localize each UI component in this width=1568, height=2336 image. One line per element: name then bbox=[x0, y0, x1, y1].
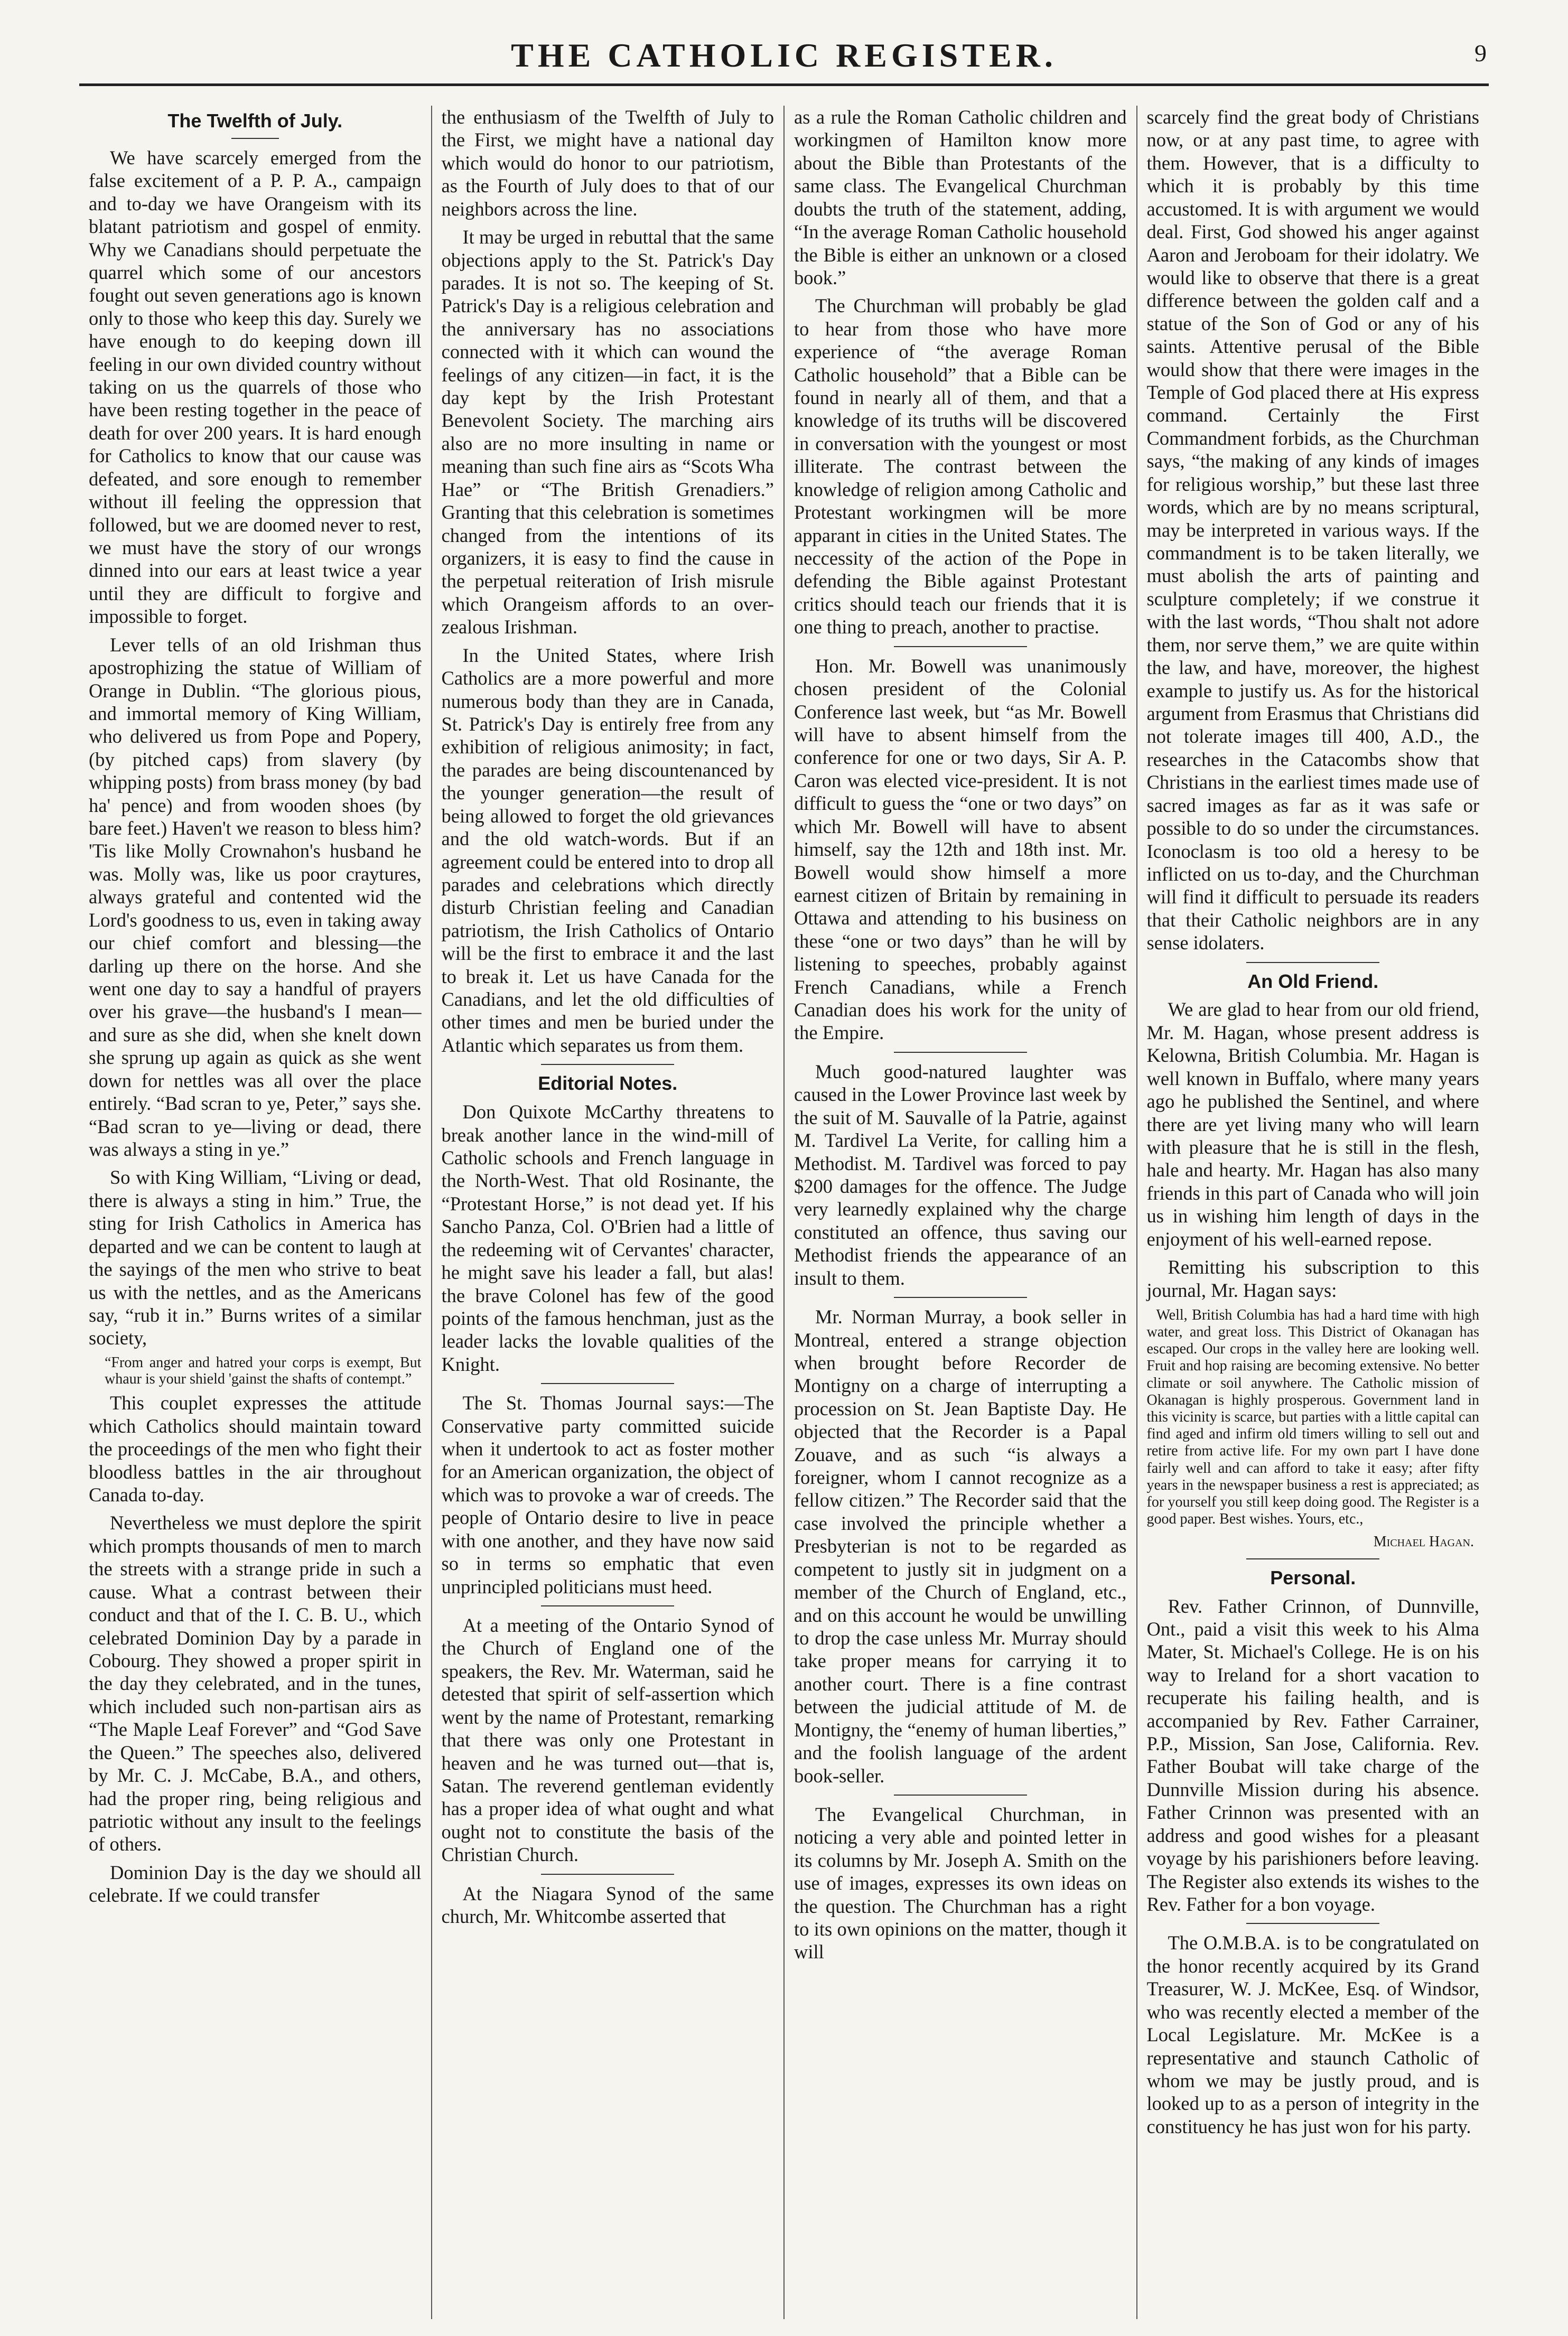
paragraph: Rev. Father Crinnon, of Dunnville, Ont., paid a visit this week to his Alma Mater, St. Michael's College. He is on his way to Ireland for a short vacation to recuperate his failing health, and is accompanied by Rev. Father Carrainer, P.P., Mission, San Jose, California. Rev. Father Boubat will take charge of the Dunnville Mission during his absence. Father Crinnon was presented with an address and good wishes for a pleasant voyage by his parishioners before leaving. The Register also extends its wishes to the Rev. Father for a bon voyage. bbox=[1146, 1595, 1479, 1915]
divider bbox=[894, 1795, 1027, 1796]
paragraph: Nevertheless we must deplore the spirit which prompts thousands of men to march the streets with a strange pride in such a cause. What a contrast between their conduct and that of the I. C. B. U., which celebrated Dominion Day by a parade in Cobourg. They showed a proper spirit in the day they celebrated, and in the tunes, which included such non-partisan airs as “The Maple Leaf Forever” and “God Save the Queen.” The speeches also, delivered by Mr. C. J. McCabe, B.A., and others, had the proper ring, being religious and patriotic without any insult to the feelings of others. bbox=[89, 1512, 422, 1855]
article-columns bbox=[79, 106, 1489, 2319]
paragraph: scarcely find the great body of Christians now, or at any past time, to agree with them. However, that is a difficulty to which it is probably by this time accustomed. It is with argument we would deal. First, God showed his anger against Aaron and Jeroboam for their idolatry. We would like to observe that there is a great difference between the golden calf and a statue of the Son of God or any of his saints. Attentive perusal of the Bible would show that there were images in the Temple of God placed there at His express command. Certainly the First Commandment forbids, as the Churchman says, “the making of any kinds of images for religious worship,” but these last three words, which are by no means scriptural, may be interpreted in various ways. If the commandment is to be taken literally, we must abolish the arts of painting and sculpture completely; if we construe it with the last words, “Thou shalt not adore them, nor serve them,” we are quite within the law, and have, moreover, the highest example to justify us. As for the historical argument from Erasmus that Christians did not tolerate images till 400, A.D., the researches in the Catacombs show that Christians in the earliest times made use of sacred images as far as it was safe or possible to do so under the circumstances. Iconoclasm is too old a heresy to be inflicted on us to-day, and the Churchman will find it difficult to persuade its readers that their Catholic neighbors are in any sense idolaters. bbox=[1146, 106, 1479, 954]
paragraph: Hon. Mr. Bowell was unanimously chosen president of the Colonial Conference last week, but “as Mr. Bowell will have to absent himself from the conference for one or two days, Sir A. P. Caron was elected vice-president. It is not difficult to guess the “one or two days” on which Mr. Bowell will have to absent himself, say the 12th and 18th inst. Mr. Bowell would show himself a more earnest citizen of Britain by remaining in Ottawa and attending to his business on these “one or two days” than he will by listening to speeches, probably against French Canadians, while a French Canadian does his work for the unity of the Empire. bbox=[794, 655, 1127, 1044]
masthead bbox=[79, 32, 1489, 95]
headline-an-old-friend: An Old Friend. bbox=[1247, 970, 1379, 992]
paragraph: Much good-natured laughter was caused in the Lower Province last week by the suit of M. Sauvalle of la Patrie, against M. Tardivel La Verite, for calling him a Methodist. M. Tardivel was forced to pay $200 damages for the offence. The Judge very learnedly explained why the charge constituted an offence, thus saving our Methodist friends the appearance of an insult to them. bbox=[794, 1060, 1127, 1289]
paragraph: We have scarcely emerged from the false excitement of a P. P. A., campaign and to-day we have Orangeism with its blatant patriotism and gospel of enmity. Why we Canadians should perpetuate the quarrel which some of our ancestors fought out seven generations ago is known only to those who keep this day. Surely we have enough to do keeping down ill feeling in our own divided country without taking on us the quarrels of those who have been resting together in the peace of death for over 200 years. It is hard enough for Catholics to know that our cause was defeated, and sore enough to remember without ill feeling the oppression that followed, but we are doomed never to rest, we must have the story of our wrongs dinned into our ears at least twice a year until they are difficult to forgive and impossible to forget. bbox=[89, 146, 422, 628]
column-1 bbox=[79, 106, 431, 2319]
paragraph: Mr. Norman Murray, a book seller in Montreal, entered a strange objection when brought before Recorder de Montigny on a charge of interrupting a procession on St. Jean Baptiste Day. He objected that the Recorder is a Papal Zouave, and as such “is always a foreigner, whom I cannot recognize as a fellow citizen.” The Recorder said that the case involved the principle whether a Presbyterian is not to be regarded as competent to justly sit in judgment on a member of the Church of England, etc., and on this account he would be unwilling to drop the case unless Mr. Murray should take proper means for carrying it to another court. There is a fine contrast between the judicial attitude of M. de Montigny, the “enemy of human liberties,” and the foolish language of the ardent book-seller. bbox=[794, 1306, 1127, 1787]
divider bbox=[231, 138, 279, 139]
divider bbox=[1246, 962, 1379, 963]
paragraph: This couplet expresses the attitude which Catholics should maintain toward the proceedings of the men who fight their bloodless battles in the air throughout Canada to-day. bbox=[89, 1392, 422, 1506]
headline-editorial-notes: Editorial Notes. bbox=[538, 1072, 678, 1095]
masthead-rule bbox=[79, 83, 1489, 86]
burns-quote: “From anger and hatred your corps is exempt, But whaur is your shield 'gainst the shafts of contempt.” bbox=[105, 1354, 422, 1387]
paragraph: The O.M.B.A. is to be congratulated on the honor recently acquired by its Grand Treasurer, W. J. McKee, Esq. of Windsor, who was recently elected a member of the Local Legislature. Mr. McKee is a representative and staunch Catholic of whom we may be justly proud, and is looked up to as a person of integrity in the constituency he has just won for his party. bbox=[1146, 1932, 1479, 2137]
divider bbox=[541, 1605, 674, 1606]
paragraph: Lever tells of an old Irishman thus apostrophizing the statue of William of Orange in Dublin. “The glorious pious, and immortal memory of King William, who delivered us from Pope and Popery, (by pitched caps) from slavery (by whipping posts) from brass money (by bad ha' pence) and from wooden shoes (by bare feet.) Haven't we reason to bless him? 'Tis like Molly Crownahon's husband he was. Molly was, like us poor craytures, always grateful and contented wid the Lord's goodness to us, even in taking away our chief comfort and blessing—the darling up there on the horse. And she went one day to say a handful of prayers over his grave—the husband's I mean—and sure as she did, when she knelt down she sprung up again as quick as she went down for nettles was all over the place entirely. “Bad scran to ye, Peter,” says she. “Bad scran to ye—living or dead, there was always a sting in ye.” bbox=[89, 633, 422, 1160]
paragraph: Dominion Day is the day we should all celebrate. If we could transfer bbox=[89, 1861, 422, 1907]
paragraph: The Evangelical Churchman, in noticing a very able and pointed letter in its columns by Mr. Joseph A. Smith on the use of images, expresses its own ideas on the question. The Churchman has a right to its own opinions on the matter, though it will bbox=[794, 1803, 1127, 1963]
paragraph: It may be urged in rebuttal that the same objections apply to the St. Patrick's Day parades. It is not so. The keeping of St. Patrick's Day is a religious celebration and the anniversary has no associations connected with it which can wound the feelings of any citizen—in fact, it is the day kept by the Irish Protestant Benevolent Society. The marching airs also are no more insulting in name or meaning than such fine airs as “Scots Wha Hae” or “The British Grenadiers.” Granting that this celebration is sometimes changed from the intentions of its organizers, it is easy to find the cause in the perpetual reiteration of Irish misrule which Orangeism affords to an over-zealous Irishman. bbox=[441, 226, 774, 638]
headline-twelfth-of-july: The Twelfth of July. bbox=[167, 110, 343, 132]
paragraph: So with King William, “Living or dead, there is always a sting in him.” True, the sting for Irish Catholics in America has departed and we can be content to laugh at the sayings of the men who strive to beat us with the nettles, and as the Americans say, “rub it in.” Burns writes of a similar society, bbox=[89, 1166, 422, 1349]
paragraph: At the Niagara Synod of the same church, Mr. Whitcombe asserted that bbox=[441, 1882, 774, 1928]
page-number: 9 bbox=[1474, 40, 1487, 67]
divider bbox=[1246, 1923, 1379, 1924]
paragraph: Don Quixote McCarthy threatens to break another lance in the wind-mill of Catholic schools and French language in the North-West. That old Rosinante, the “Protestant Horse,” is not dead yet. If his Sancho Panza, Col. O'Brien had a little of the redeeming wit of Cervantes' character, he might save his leader a fall, but alas! the brave Colonel has few of the good points of the famous henchman, just as the leader lacks the lovable qualities of the Knight. bbox=[441, 1101, 774, 1375]
paragraph: We are glad to hear from our old friend, Mr. M. Hagan, whose present address is Kelowna, British Columbia. Mr. Hagan is well known in Buffalo, where many years ago he published the Sentinel, and where there are yet living many who will learn with pleasure that he is still in the flesh, hale and hearty. Mr. Hagan has also many friends in this part of Canada who will join us in wishing him length of days in the enjoyment of his well-earned repose. bbox=[1146, 998, 1479, 1250]
newspaper-title: THE CATHOLIC REGISTER. bbox=[511, 36, 1057, 74]
letter-text: Well, British Columbia has had a hard time with high water, and great loss. This District of Okanagan has escaped. Our crops in the valley here are looking well. Fruit and hop raising are becoming extensive. No better climate or soil anywhere. The Catholic mission of Okanagan is highly prosperous. Government land in this vicinity is scarce, but parties with a little capital can find aged and infirm old timers willing to sell out and retire from active life. For my own part I have done fairly well and can afford to take it easy; after fifty years in the newspaper business a rest is appreciated; as for yourself you still keep doing good. The Register is a good paper. Best wishes. Yours, etc., bbox=[1146, 1306, 1479, 1528]
divider bbox=[1246, 1558, 1379, 1559]
paragraph: In the United States, where Irish Catholics are a more powerful and more numerous body than they are in Canada, St. Patrick's Day is entirely free from any exhibition of religious animosity; in fact, the parades are being discountenanced by the younger generation—the result of being allowed to forget the old grievances and the old watch-words. But if an agreement could be entered into to drop all parades and celebrations which directly disturb Christian feeling and Canadian patriotism, the Irish Catholics of Ontario will be the first to embrace it and the last to break it. Let us have Canada for the Canadians, and let the old difficulties of other times and men be buried under the Atlantic which separates us from them. bbox=[441, 644, 774, 1056]
column-3 bbox=[783, 106, 1136, 2319]
letter-signature: Michael Hagan. bbox=[1373, 1534, 1474, 1550]
divider bbox=[894, 1052, 1027, 1053]
column-2 bbox=[431, 106, 784, 2319]
divider bbox=[541, 1064, 674, 1065]
divider bbox=[541, 1874, 674, 1875]
paragraph: the enthusiasm of the Twelfth of July to the First, we might have a national day which would do honor to our patriotism, as the Fourth of July does to that of our neighbors across the line. bbox=[441, 106, 774, 220]
hagan-letter bbox=[1147, 1307, 1480, 1528]
divider bbox=[894, 1297, 1027, 1298]
column-4 bbox=[1136, 106, 1489, 2319]
paragraph: At a meeting of the Ontario Synod of the Church of England one of the speakers, the Rev. Mr. Waterman, said he detested that spirit of self-assertion which went by the name of Protestant, remarking that there was only one Protestant in heaven and he was turned out—that is, Satan. The reverend gentleman evidently has a proper idea of what ought and what ought not to constitute the basis of the Christian Church. bbox=[441, 1614, 774, 1866]
divider bbox=[541, 1383, 674, 1384]
paragraph: as a rule the Roman Catholic children and workingmen of Hamilton know more about the Bible than Protestants of the same class. The Evangelical Churchman doubts the truth of the statement, adding, “In the average Roman Catholic household the Bible is either an unknown or a closed book.” bbox=[794, 106, 1127, 288]
paragraph: Remitting his subscription to this journal, Mr. Hagan says: bbox=[1146, 1256, 1479, 1301]
divider bbox=[894, 646, 1027, 647]
paragraph: The St. Thomas Journal says:—The Conservative party committed suicide when it undertook to act as foster mother for an American organization, the object of which was to provoke a war of creeds. The people of Ontario desire to live in peace with one another, and they have now said so in terms so emphatic that even unprincipled politicians must heed. bbox=[441, 1392, 774, 1597]
paragraph: The Churchman will probably be glad to hear from those who have more experience of “the average Roman Catholic household” that a Bible can be found in nearly all of them, and that a knowledge of its truths will be discovered in conversation with the youngest or most illiterate. The contrast between the knowledge of religion among Catholic and Protestant workingmen will be more apparant in cities in the United States. The neccessity of the action of the Pope in defending the Bible against Protestant critics should teach our friends that it is one thing to preach, another to practise. bbox=[794, 295, 1127, 638]
headline-personal: Personal. bbox=[1270, 1566, 1356, 1589]
